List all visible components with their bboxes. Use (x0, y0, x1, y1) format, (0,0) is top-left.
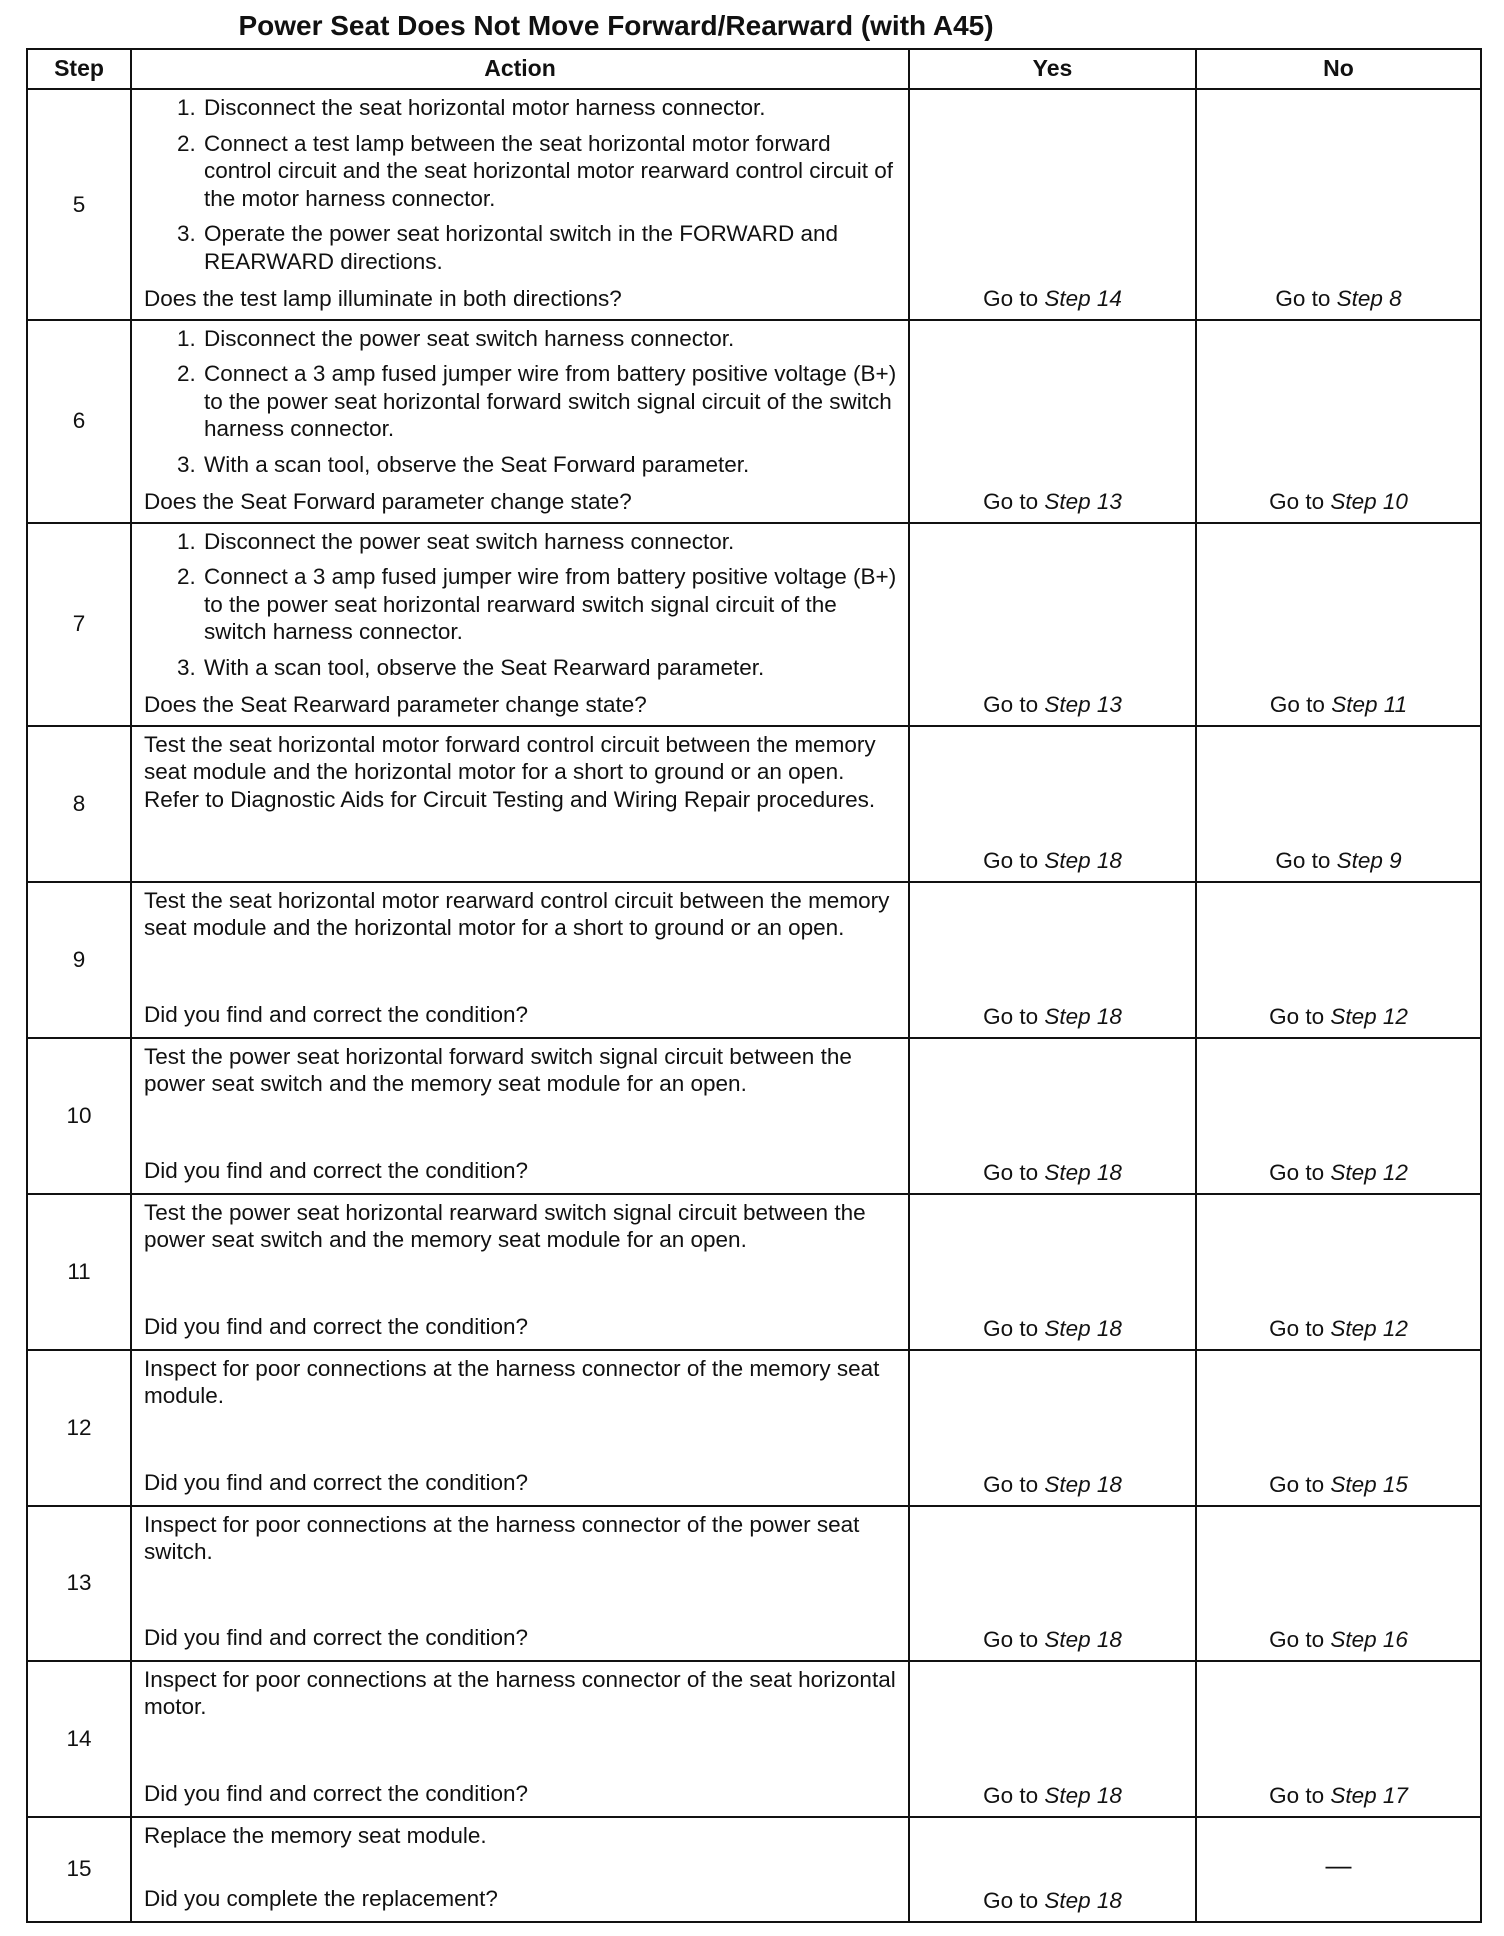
step-number: 5 (27, 89, 131, 320)
action-content (144, 887, 900, 1029)
action-content (144, 528, 900, 719)
instruction-item: 3. Operate the power seat horizontal switch in the FORWARD and REARWARD directions. (202, 220, 900, 275)
action-column-header: Action (131, 49, 909, 89)
action-text: Test the power seat horizontal forward switch signal circuit between the power seat switch and the memory seat module for an open. (144, 1043, 852, 1096)
diagnostic-table (26, 48, 1482, 1923)
table-row (27, 1817, 1481, 1922)
instruction-item: 3. With a scan tool, observe the Seat Forward parameter. (202, 451, 900, 479)
action-cell (131, 726, 909, 882)
go-to-label: Go to (1269, 1004, 1325, 1029)
action-question: Does the test lamp illuminate in both directions? (144, 286, 622, 311)
step-number: 13 (27, 1506, 131, 1661)
action-text: Test the seat horizontal motor forward control circuit between the memory seat module and the horizontal motor for a short to ground or an open. Refer to Diagnostic Aids for Circuit Testing and Wiring Repair procedures. (144, 731, 876, 812)
table-row (27, 1038, 1481, 1194)
instruction-item: 2. Connect a 3 amp fused jumper wire from battery positive voltage (B+) to the power seat horizontal rearward switch signal circuit of the switch harness connector. (202, 563, 900, 646)
action-content (144, 731, 900, 873)
instruction-list (144, 325, 900, 479)
yes-result (909, 1350, 1196, 1506)
yes-result (909, 89, 1196, 320)
go-to-label: Go to (1269, 692, 1325, 717)
action-cell (131, 1661, 909, 1817)
action-text: Test the power seat horizontal rearward switch signal circuit between the power seat switch and the memory seat module for an open. (144, 1199, 866, 1252)
action-question: Did you find and correct the condition? (144, 1470, 528, 1495)
yes-result (909, 726, 1196, 882)
action-question: Does the Seat Rearward parameter change state? (144, 692, 647, 717)
instruction-item: 3. With a scan tool, observe the Seat Rearward parameter. (202, 654, 900, 682)
step-reference: Step 17 (1330, 1783, 1408, 1808)
action-instructions (144, 1355, 900, 1410)
table-header-row (27, 49, 1481, 89)
action-cell (131, 1506, 909, 1661)
step-reference: Step 16 (1330, 1627, 1408, 1652)
action-instructions (144, 887, 900, 942)
yes-result (909, 882, 1196, 1038)
action-content (144, 1666, 900, 1808)
go-to-label: Go to (983, 1783, 1039, 1808)
step-reference: Step 18 (1044, 1888, 1122, 1913)
table-row (27, 1194, 1481, 1350)
instruction-item: 2. Connect a test lamp between the seat horizontal motor forward control circuit and the seat horizontal motor rearward control circuit of the motor harness connector. (202, 130, 900, 213)
go-to-label: Go to (1269, 1783, 1325, 1808)
step-reference: Step 15 (1330, 1472, 1408, 1497)
table-row (27, 1661, 1481, 1817)
step-reference: Step 9 (1336, 848, 1402, 873)
step-reference: Step 18 (1044, 1004, 1122, 1029)
no-result (1196, 523, 1481, 726)
no-result (1196, 1038, 1481, 1194)
step-reference: Step 11 (1331, 692, 1408, 717)
step-reference: Step 10 (1330, 489, 1408, 514)
table-row (27, 523, 1481, 726)
step-reference: Step 18 (1044, 1316, 1122, 1341)
step-number: 9 (27, 882, 131, 1038)
yes-result (909, 1194, 1196, 1350)
action-cell (131, 1194, 909, 1350)
step-number: 12 (27, 1350, 131, 1506)
no-result (1196, 1661, 1481, 1817)
action-content (144, 325, 900, 516)
step-reference: Step 18 (1044, 1472, 1122, 1497)
step-reference: Step 13 (1044, 489, 1122, 514)
step-reference: Step 18 (1044, 848, 1122, 873)
no-answer-dash: — (1325, 1849, 1352, 1880)
step-reference: Step 12 (1330, 1160, 1408, 1185)
go-to-label: Go to (983, 489, 1039, 514)
action-content (144, 1199, 900, 1341)
table-row (27, 89, 1481, 320)
step-reference: Step 18 (1044, 1783, 1122, 1808)
action-content (144, 1822, 900, 1913)
step-number: 11 (27, 1194, 131, 1350)
yes-result (909, 1817, 1196, 1922)
action-question: Did you find and correct the condition? (144, 1158, 528, 1183)
go-to-label: Go to (983, 286, 1039, 311)
table-row (27, 726, 1481, 882)
no-result (1196, 89, 1481, 320)
no-result (1196, 320, 1481, 523)
action-question: Does the Seat Forward parameter change state? (144, 489, 632, 514)
action-instructions (144, 94, 900, 283)
action-question: Did you find and correct the condition? (144, 1002, 528, 1027)
no-result (1196, 882, 1481, 1038)
step-number: 14 (27, 1661, 131, 1817)
action-text: Inspect for poor connections at the harness connector of the memory seat module. (144, 1355, 880, 1408)
go-to-label: Go to (1269, 1316, 1325, 1341)
step-reference: Step 18 (1044, 1160, 1122, 1185)
yes-column-header: Yes (909, 49, 1196, 89)
yes-result (909, 320, 1196, 523)
step-reference: Step 14 (1044, 286, 1122, 311)
go-to-label: Go to (1275, 848, 1331, 873)
table-row (27, 882, 1481, 1038)
action-question: Did you find and correct the condition? (144, 1625, 528, 1650)
table-row (27, 1506, 1481, 1661)
action-instructions (144, 731, 900, 814)
instruction-item: 1. Disconnect the seat horizontal motor harness connector. (202, 94, 900, 122)
go-to-label: Go to (983, 1472, 1039, 1497)
page-title: Power Seat Does Not Move Forward/Rearward (with A45) (238, 10, 994, 41)
instruction-item: 1. Disconnect the power seat switch harness connector. (202, 325, 900, 353)
action-cell (131, 523, 909, 726)
step-reference: Step 18 (1044, 1627, 1122, 1652)
go-to-label: Go to (983, 1316, 1039, 1341)
yes-result (909, 523, 1196, 726)
action-text: Inspect for poor connections at the harness connector of the seat horizontal motor. (144, 1666, 896, 1719)
step-number: 7 (27, 523, 131, 726)
go-to-label: Go to (983, 1004, 1039, 1029)
action-instructions (144, 1666, 900, 1721)
step-reference: Step 8 (1336, 286, 1402, 311)
action-instructions (144, 528, 900, 690)
action-cell (131, 320, 909, 523)
no-result (1196, 1194, 1481, 1350)
go-to-label: Go to (1269, 1472, 1325, 1497)
action-text: Replace the memory seat module. (144, 1822, 487, 1848)
go-to-label: Go to (1269, 1160, 1325, 1185)
action-cell (131, 89, 909, 320)
step-reference: Step 13 (1044, 692, 1122, 717)
go-to-label: Go to (1269, 1627, 1325, 1652)
no-column-header: No (1196, 49, 1481, 89)
action-content (144, 1043, 900, 1185)
action-text: Test the seat horizontal motor rearward control circuit between the memory seat module and the horizontal motor for a short to ground or an open. (144, 887, 890, 940)
action-cell (131, 1817, 909, 1922)
action-cell (131, 1350, 909, 1506)
step-reference: Step 12 (1330, 1316, 1408, 1341)
step-number: 10 (27, 1038, 131, 1194)
yes-result (909, 1661, 1196, 1817)
step-reference: Step 12 (1330, 1004, 1408, 1029)
no-result (1196, 726, 1481, 882)
go-to-label: Go to (983, 848, 1039, 873)
step-number: 6 (27, 320, 131, 523)
instruction-item: 1. Disconnect the power seat switch harness connector. (202, 528, 900, 556)
action-cell (131, 1038, 909, 1194)
table-row (27, 1350, 1481, 1506)
no-result (1196, 1506, 1481, 1661)
step-number: 15 (27, 1817, 131, 1922)
action-cell (131, 882, 909, 1038)
action-instructions (144, 1822, 900, 1850)
action-instructions (144, 1043, 900, 1098)
action-content (144, 1355, 900, 1497)
action-text: Inspect for poor connections at the harness connector of the power seat switch. (144, 1511, 860, 1564)
step-number: 8 (27, 726, 131, 882)
action-instructions (144, 1511, 900, 1566)
action-instructions (144, 325, 900, 487)
go-to-label: Go to (983, 1160, 1039, 1185)
no-result (1196, 1350, 1481, 1506)
no-result (1196, 1817, 1481, 1922)
instruction-list (144, 94, 900, 275)
action-instructions (144, 1199, 900, 1254)
step-column-header: Step (27, 49, 131, 89)
yes-result (909, 1506, 1196, 1661)
go-to-label: Go to (983, 1888, 1039, 1913)
action-question: Did you find and correct the condition? (144, 1781, 528, 1806)
action-content (144, 94, 900, 313)
action-question: Did you find and correct the condition? (144, 1314, 528, 1339)
go-to-label: Go to (983, 1627, 1039, 1652)
table-body (27, 89, 1481, 1922)
table-row (27, 320, 1481, 523)
yes-result (909, 1038, 1196, 1194)
action-content (144, 1511, 900, 1652)
go-to-label: Go to (983, 692, 1039, 717)
action-question: Did you complete the replacement? (144, 1886, 498, 1911)
go-to-label: Go to (1269, 489, 1325, 514)
instruction-item: 2. Connect a 3 amp fused jumper wire from battery positive voltage (B+) to the power seat horizontal forward switch signal circuit of the switch harness connector. (202, 360, 900, 443)
instruction-list (144, 528, 900, 682)
go-to-label: Go to (1275, 286, 1331, 311)
